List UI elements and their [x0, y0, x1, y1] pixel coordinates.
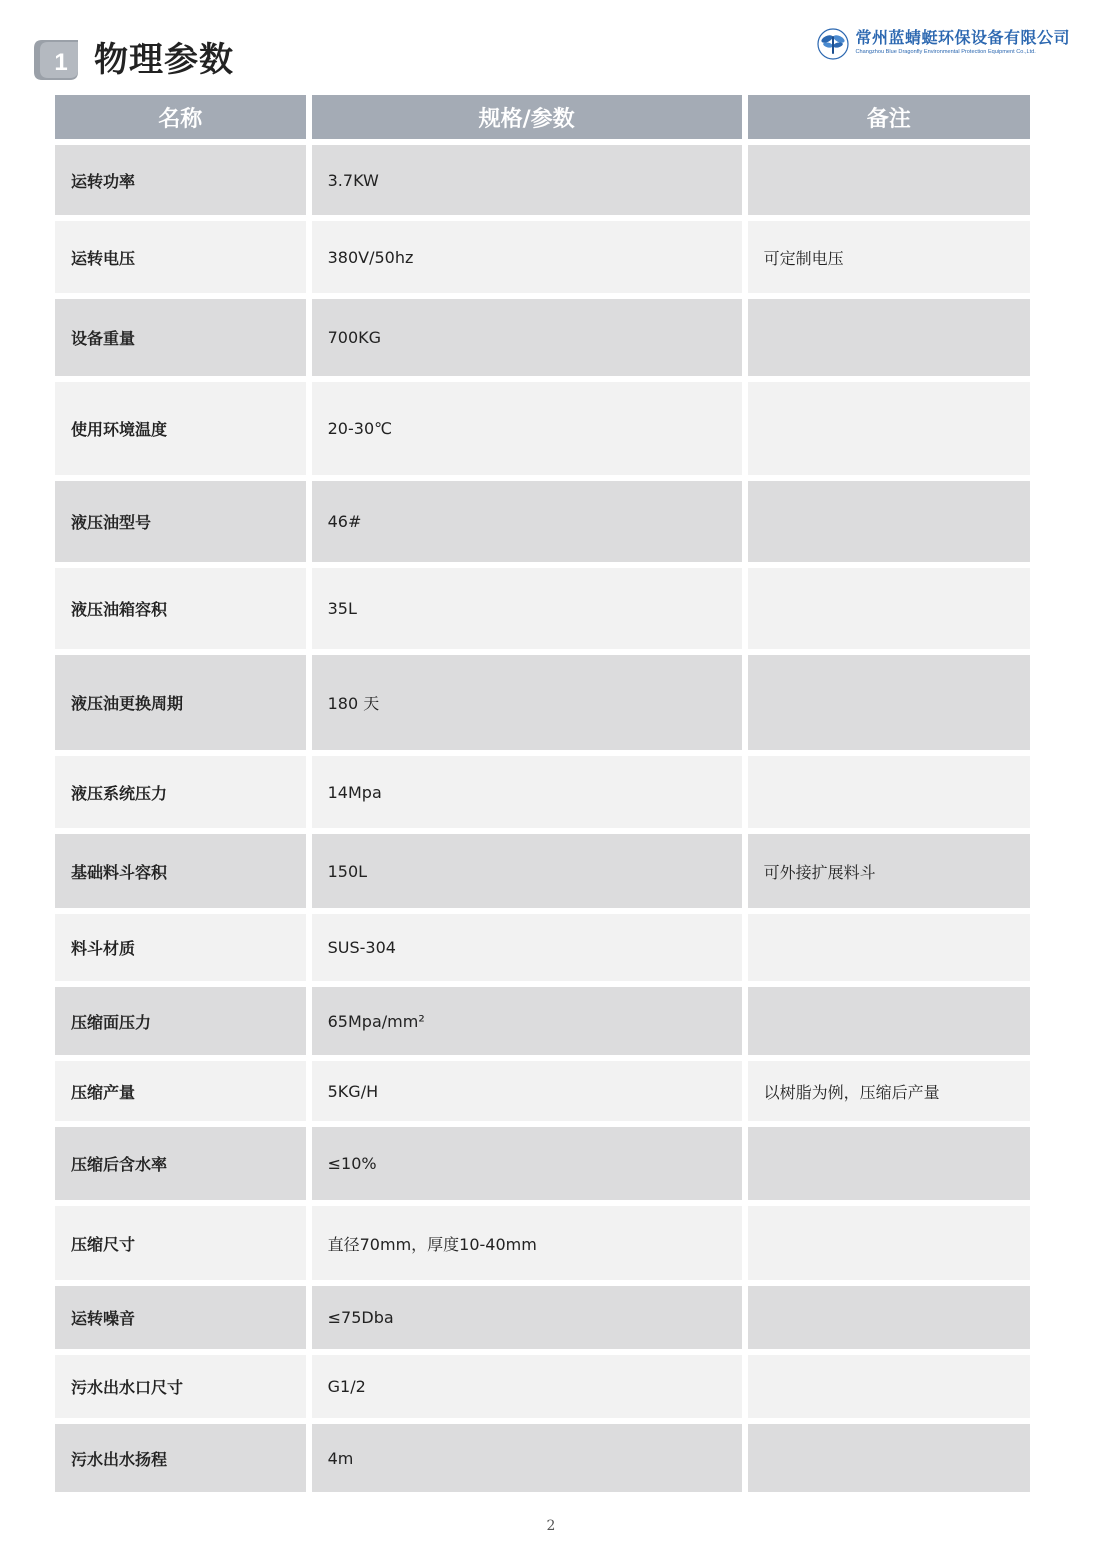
param-note — [748, 568, 1030, 649]
param-name: 运转噪音 — [55, 1286, 306, 1349]
param-spec: G1/2 — [312, 1355, 742, 1418]
table-row — [55, 568, 1030, 649]
table-row — [55, 481, 1030, 562]
param-spec: SUS-304 — [312, 914, 742, 981]
param-note — [748, 756, 1030, 828]
table-row — [55, 914, 1030, 981]
dragonfly-logo-icon — [817, 28, 849, 60]
param-note — [748, 145, 1030, 215]
section-number: 1 — [54, 49, 68, 76]
column-header-note: 备注 — [748, 95, 1030, 139]
param-note — [748, 299, 1030, 376]
param-spec: 46# — [312, 481, 742, 562]
company-name-cn: 常州蓝蜻蜓环保设备有限公司 — [855, 28, 1070, 47]
table-row — [55, 382, 1030, 475]
param-note — [748, 1424, 1030, 1492]
param-spec: 直径70mm，厚度10-40mm — [312, 1206, 742, 1280]
table-row — [55, 299, 1030, 376]
param-spec: 65Mpa/mm² — [312, 987, 742, 1055]
param-name: 液压油型号 — [55, 481, 306, 562]
table-row — [55, 1355, 1030, 1418]
company-name-en: Changzhou Blue Dragonfly Environmental Protection Equipment Co.,Ltd. — [855, 49, 1036, 55]
param-note — [748, 914, 1030, 981]
table-row — [55, 1127, 1030, 1200]
param-note — [748, 987, 1030, 1055]
table-header-row — [55, 95, 1030, 139]
param-name: 压缩后含水率 — [55, 1127, 306, 1200]
param-name: 基础料斗容积 — [55, 834, 306, 908]
param-note — [748, 1206, 1030, 1280]
table-row — [55, 1206, 1030, 1280]
param-name: 压缩面压力 — [55, 987, 306, 1055]
table-row — [55, 1424, 1030, 1492]
table-row — [55, 1061, 1030, 1121]
table-row — [55, 655, 1030, 750]
param-spec: ≤75Dba — [312, 1286, 742, 1349]
page-number: 2 — [546, 1518, 556, 1534]
physical-parameters-table — [49, 89, 1036, 1498]
param-note — [748, 481, 1030, 562]
table-row — [55, 221, 1030, 293]
param-spec: 20-30℃ — [312, 382, 742, 475]
column-header-name: 名称 — [55, 95, 306, 139]
param-name: 料斗材质 — [55, 914, 306, 981]
param-note: 以树脂为例，压缩后产量 — [748, 1061, 1030, 1121]
param-name: 运转功率 — [55, 145, 306, 215]
param-name: 压缩尺寸 — [55, 1206, 306, 1280]
param-note — [748, 1286, 1030, 1349]
param-spec: 700KG — [312, 299, 742, 376]
param-name: 污水出水口尺寸 — [55, 1355, 306, 1418]
param-spec: 5KG/H — [312, 1061, 742, 1121]
param-spec: 150L — [312, 834, 742, 908]
param-note — [748, 1127, 1030, 1200]
param-name: 液压油箱容积 — [55, 568, 306, 649]
param-spec: ≤10% — [312, 1127, 742, 1200]
param-note: 可定制电压 — [748, 221, 1030, 293]
param-name: 液压系统压力 — [55, 756, 306, 828]
param-spec: 380V/50hz — [312, 221, 742, 293]
table-row — [55, 1286, 1030, 1349]
table-row — [55, 834, 1030, 908]
table-row — [55, 987, 1030, 1055]
param-spec: 180 天 — [312, 655, 742, 750]
param-note — [748, 382, 1030, 475]
param-note — [748, 1355, 1030, 1418]
table-row — [55, 145, 1030, 215]
param-name: 污水出水扬程 — [55, 1424, 306, 1492]
param-name: 液压油更换周期 — [55, 655, 306, 750]
param-name: 运转电压 — [55, 221, 306, 293]
column-header-spec: 规格/参数 — [312, 95, 742, 139]
param-spec: 14Mpa — [312, 756, 742, 828]
param-name: 压缩产量 — [55, 1061, 306, 1121]
param-spec: 3.7KW — [312, 145, 742, 215]
section-title: 物理参数 — [94, 40, 234, 80]
table-row — [55, 756, 1030, 828]
param-note: 可外接扩展料斗 — [748, 834, 1030, 908]
param-name: 使用环境温度 — [55, 382, 306, 475]
param-spec: 35L — [312, 568, 742, 649]
param-note — [748, 655, 1030, 750]
param-spec: 4m — [312, 1424, 742, 1492]
company-brand — [817, 28, 1070, 64]
param-name: 设备重量 — [55, 299, 306, 376]
section-number-badge — [34, 40, 78, 80]
